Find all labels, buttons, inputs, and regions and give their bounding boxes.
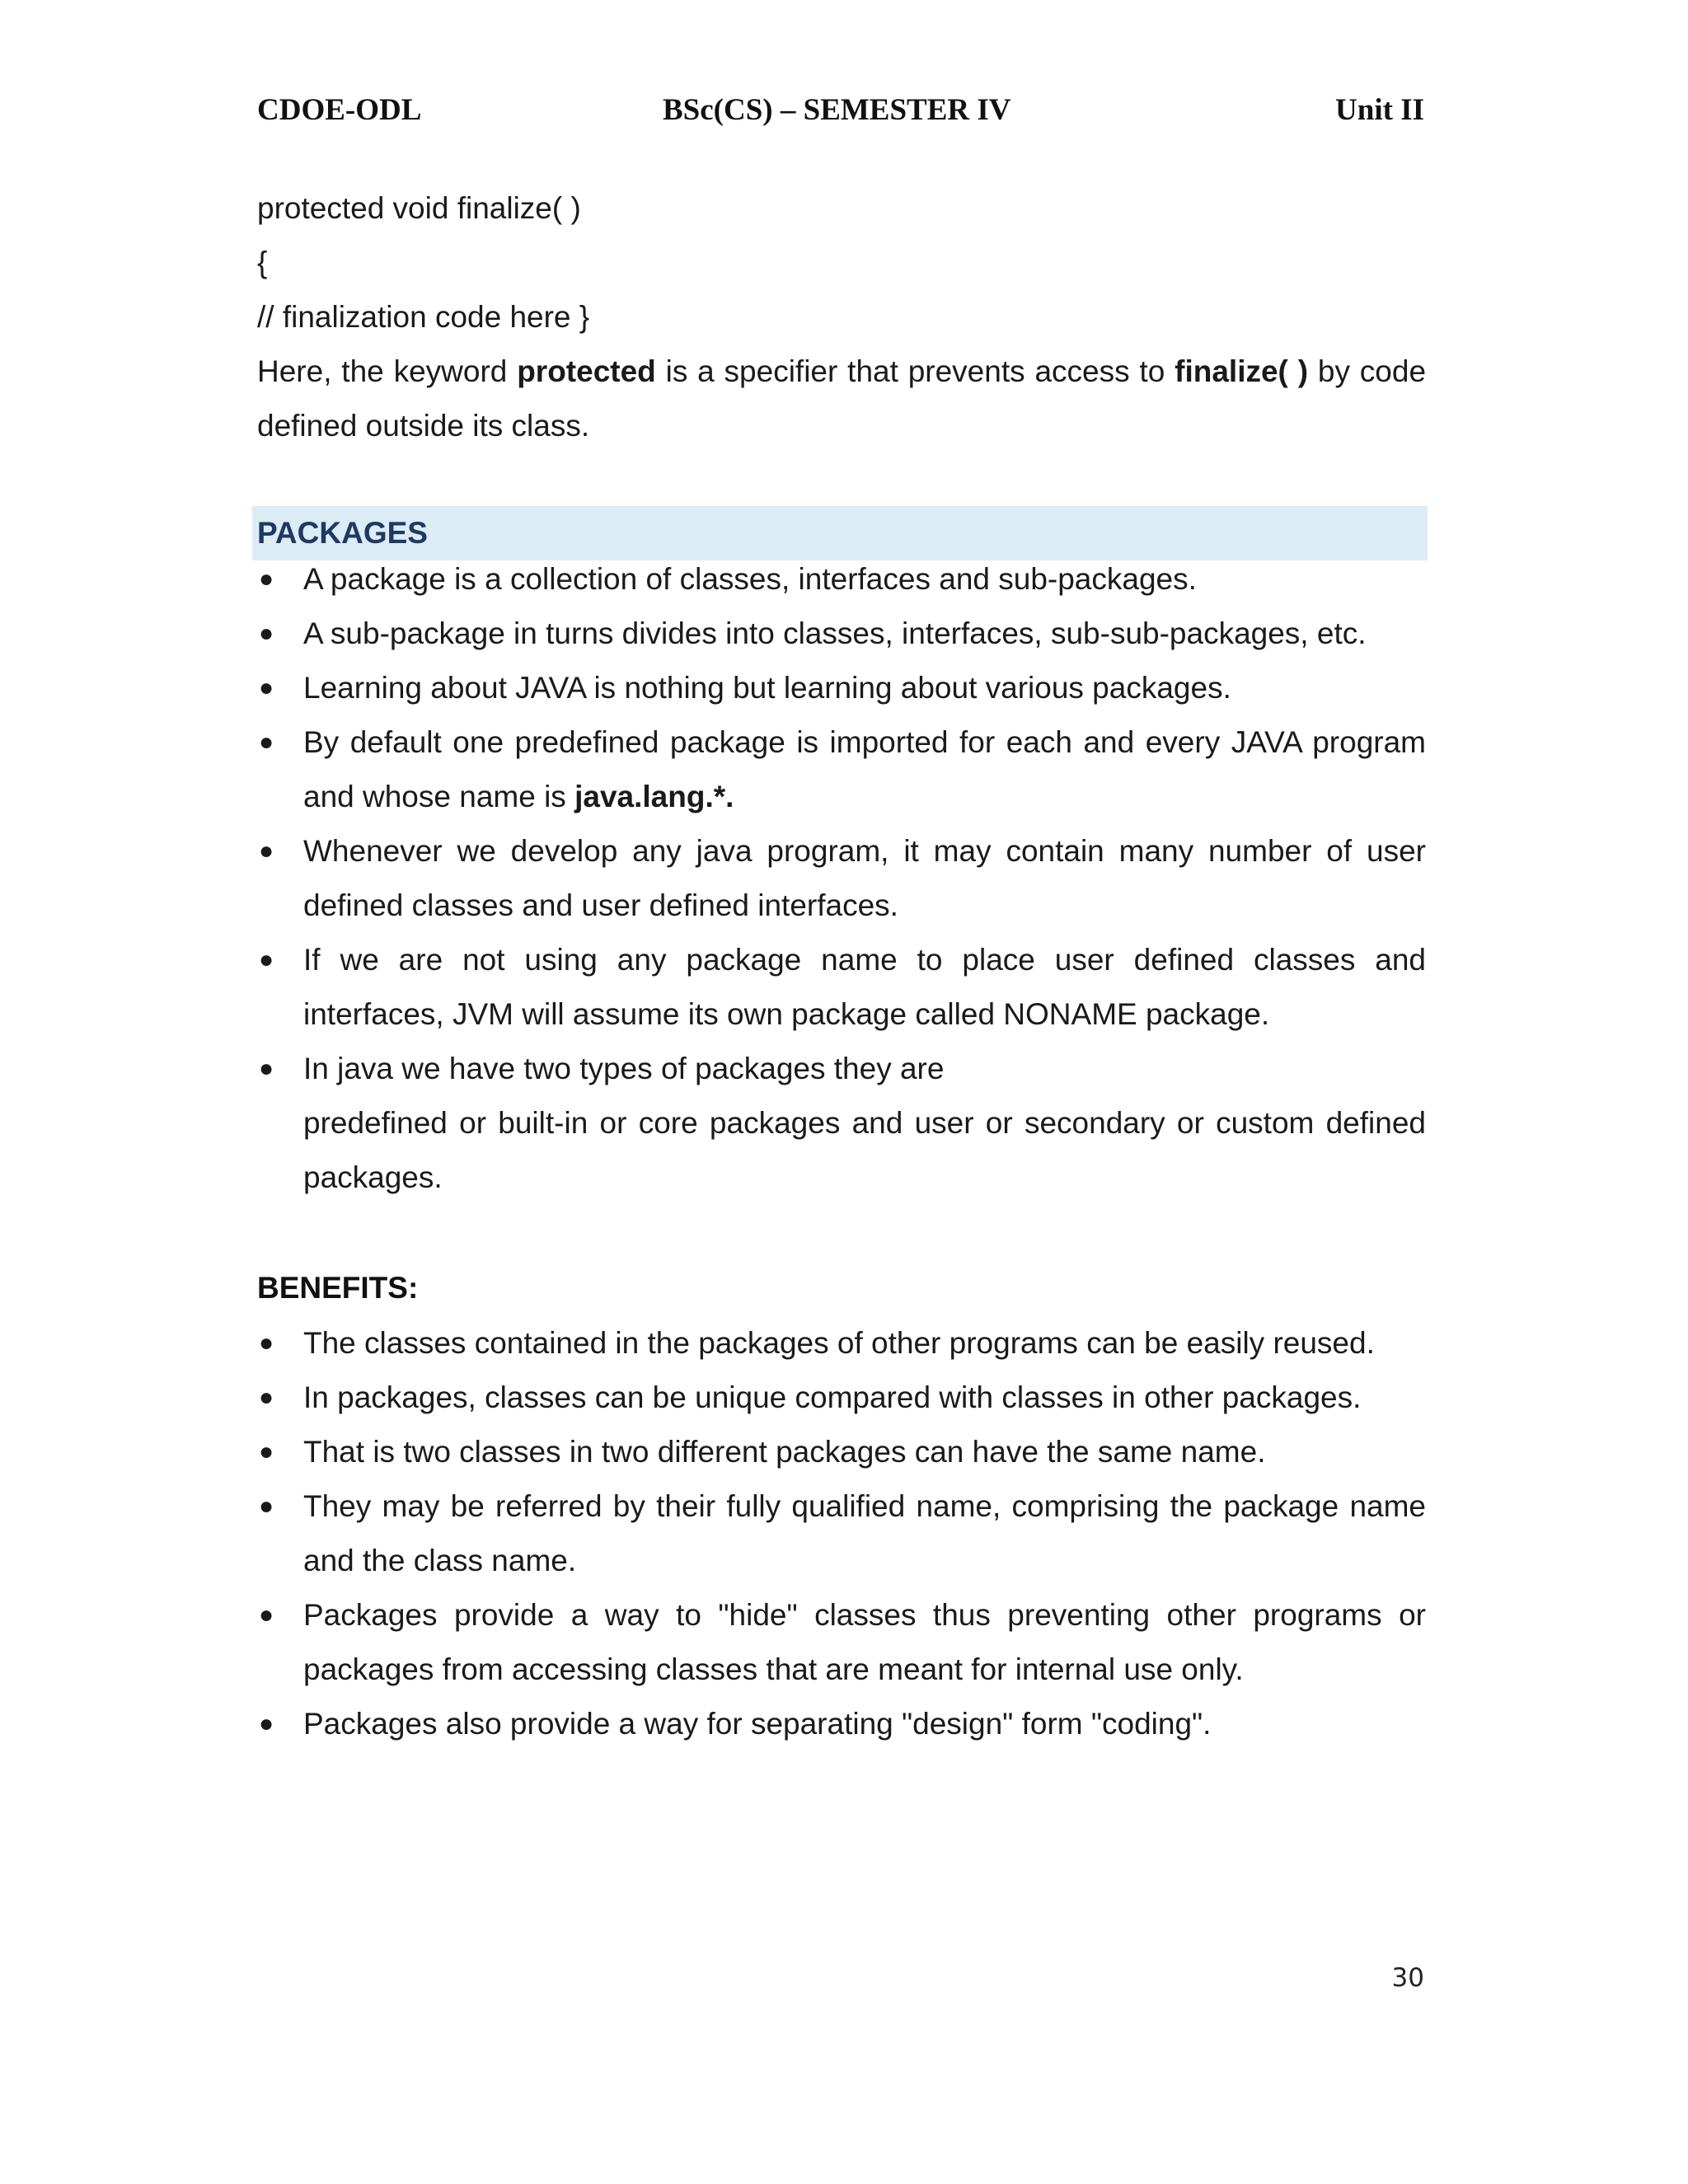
benefits-list bbox=[257, 1316, 1426, 1751]
list-item: ● Whenever we develop any java program, it may contain many number of user defined classes and user defined interfaces. bbox=[257, 824, 1426, 933]
bullet-icon: ● bbox=[259, 1438, 274, 1465]
list-item: ● That is two classes in two different packages can have the same name. bbox=[257, 1425, 1426, 1479]
bullet-icon: ● bbox=[259, 946, 274, 973]
intro-text-2: is a specifier that prevents access to bbox=[655, 354, 1175, 388]
bullet-icon: ● bbox=[259, 729, 274, 756]
header-course: BSc(CS) – SEMESTER IV bbox=[663, 93, 1011, 127]
package-name-java-lang: java.lang.*. bbox=[574, 780, 734, 813]
page-number: 30 bbox=[1391, 1963, 1424, 1993]
bullet-icon: ● bbox=[259, 620, 274, 647]
list-item: ● In packages, classes can be unique compared with classes in other packages. bbox=[257, 1371, 1426, 1425]
bullet-icon: ● bbox=[259, 1493, 274, 1520]
list-item: ● A package is a collection of classes, interfaces and sub-packages. bbox=[257, 552, 1426, 607]
list-item: ● In java we have two types of packages they are predefined or built-in or core packages and user or secondary or custom defined packages. bbox=[257, 1042, 1426, 1205]
intro-section bbox=[257, 181, 1426, 453]
bullet-icon: ● bbox=[259, 674, 274, 701]
list-item: ● They may be referred by their fully qualified name, comprising the package name and the class name. bbox=[257, 1479, 1426, 1588]
header-institution: CDOE-ODL bbox=[257, 93, 422, 127]
packages-heading: PACKAGES bbox=[252, 506, 1428, 560]
header-unit: Unit II bbox=[1335, 93, 1424, 127]
list-item: ● By default one predefined package is imported for each and every JAVA program and whose name is java.lang.*. bbox=[257, 715, 1426, 824]
list-item: ● Packages provide a way to "hide" classes thus preventing other programs or packages from accessing classes that are meant for internal use only. bbox=[257, 1588, 1426, 1697]
package-types-continuation: predefined or built-in or core packages and user or secondary or custom defined packages. bbox=[303, 1106, 1426, 1194]
packages-list bbox=[257, 552, 1426, 1205]
list-item: ● The classes contained in the packages of other programs can be easily reused. bbox=[257, 1316, 1426, 1371]
code-line-brace: { bbox=[257, 246, 268, 279]
intro-paragraph bbox=[257, 344, 1426, 453]
bullet-icon: ● bbox=[259, 1710, 274, 1737]
benefits-heading: BENEFITS: bbox=[257, 1271, 419, 1305]
bullet-icon: ● bbox=[259, 1601, 274, 1629]
bullet-icon: ● bbox=[259, 565, 274, 593]
bullet-icon: ● bbox=[259, 1055, 274, 1082]
list-item: ● If we are not using any package name to place user defined classes and interfaces, JVM will assume its own package called NONAME package. bbox=[257, 933, 1426, 1042]
keyword-finalize: finalize( ) bbox=[1175, 354, 1309, 388]
list-item: ● A sub-package in turns divides into classes, interfaces, sub-sub-packages, etc. bbox=[257, 607, 1426, 661]
bullet-icon: ● bbox=[259, 1329, 274, 1357]
list-item: ● Packages also provide a way for separating "design" form "coding". bbox=[257, 1697, 1426, 1751]
intro-text-3: by code defined outside its class. bbox=[257, 354, 1427, 443]
bullet-icon: ● bbox=[259, 1384, 274, 1411]
keyword-protected: protected bbox=[517, 354, 656, 388]
bullet-icon: ● bbox=[259, 837, 274, 865]
intro-text-1: Here, the keyword bbox=[257, 354, 518, 388]
code-line-signature: protected void finalize( ) bbox=[257, 191, 581, 225]
list-item: ● Learning about JAVA is nothing but learning about various packages. bbox=[257, 661, 1426, 715]
running-header bbox=[257, 92, 1424, 134]
code-line-comment: // finalization code here } bbox=[257, 300, 590, 334]
